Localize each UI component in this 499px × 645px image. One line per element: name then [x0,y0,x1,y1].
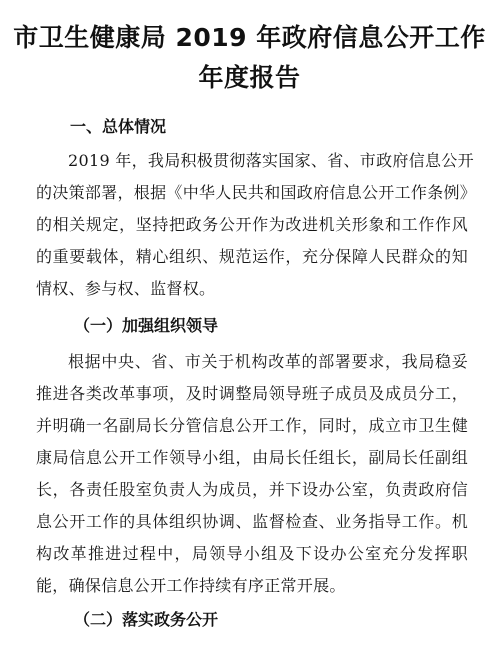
paragraph-overview [36,145,477,305]
paragraph-organization [36,346,468,602]
report-title-line-1: 市卫生健康局 2019 年政府信息公开工作 [13,23,486,52]
section-heading-overview: 一、总体情况 [70,117,167,136]
paragraph-line: 的相关规定，坚持把政务公开作为改进机关形象和工作作风 [36,215,468,234]
paragraph-line: 并明确一名副局长分管信息公开工作，同时，成立市卫生健 [36,416,468,435]
subsection-heading-organization: （一）加强组织领导 [74,316,219,335]
paragraph-line: 构改革推进过程中，局领导小组及下设办公室充分发挥职 [36,544,468,563]
paragraph-line: 康局信息公开工作领导小组，由局长任组长，副局长任副组 [36,448,468,467]
paragraph-line: 长，各责任股室负责人为成员，并下设办公室，负责政府信 [36,480,468,499]
paragraph-line: 根据中央、省、市关于机构改革的部署要求，我局稳妥 [68,352,468,371]
paragraph-line: 情权、参与权、监督权。 [36,279,216,298]
paragraph-line: 的决策部署，根据《中华人民共和国政府信息公开工作条例》 [36,183,477,202]
paragraph-line: 2019 年，我局积极贯彻落实国家、省、市政府信息公开 [68,151,474,170]
paragraph-line: 的重要载体，精心组织、规范运作，充分保障人民群众的知 [36,247,468,266]
paragraph-line: 能，确保信息公开工作持续有序正常开展。 [36,576,346,595]
report-title-line-2: 年度报告 [198,63,301,92]
paragraph-line: 息公开工作的具体组织协调、监督检查、业务指导工作。机 [36,512,468,531]
subsection-heading-disclosure: （二）落实政务公开 [74,610,219,629]
paragraph-line: 推进各类改革事项，及时调整局领导班子成员及成员分工， [36,384,468,403]
